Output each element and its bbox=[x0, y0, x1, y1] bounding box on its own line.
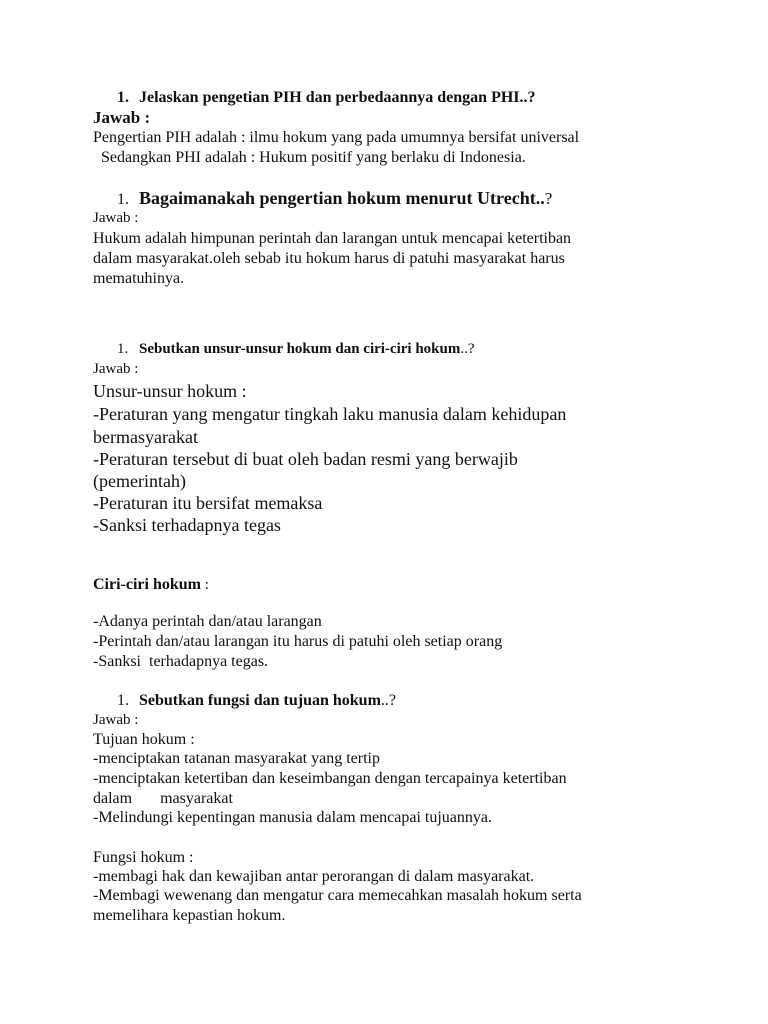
unsur-line: Unsur-unsur hokum : bbox=[93, 381, 247, 401]
answer-line: Sedangkan PHI adalah : Hukum positif yang berlaku di Indonesia. bbox=[93, 149, 526, 166]
unsur-line: -Peraturan tersebut di buat oleh badan resmi yang berwajib bbox=[93, 449, 518, 469]
question-text: Jelaskan pengetian PIH dan perbedaannya dengan PHI..? bbox=[139, 89, 536, 106]
fungsi-line: Fungsi hokum : bbox=[93, 849, 194, 866]
question-number: 1. bbox=[117, 89, 129, 106]
answer-line: mematuhinya. bbox=[93, 270, 185, 287]
ciri-item: -Sanksi terhadapnya tegas. bbox=[93, 653, 269, 670]
question-suffix: ..? bbox=[460, 341, 475, 357]
tujuan-line: dalam masyarakat bbox=[93, 790, 233, 807]
jawab-label: Jawab : bbox=[93, 210, 139, 226]
ciri-heading-suffix: : bbox=[201, 577, 209, 593]
question-suffix: ? bbox=[544, 189, 553, 208]
fungsi-line: -membagi hak dan kewajiban antar perorangan di dalam masyarakat. bbox=[93, 868, 535, 885]
unsur-line: bermasyarakat bbox=[93, 427, 198, 447]
unsur-line: -Peraturan yang mengatur tingkah laku manusia dalam kehidupan bbox=[93, 404, 567, 424]
ciri-heading bbox=[93, 575, 209, 595]
fungsi-line: memelihara kepastian hokum. bbox=[93, 907, 286, 924]
tujuan-line: Tujuan hokum : bbox=[93, 731, 195, 748]
ciri-heading-text: Ciri-ciri hokum bbox=[93, 576, 201, 593]
unsur-line: -Peraturan itu bersifat memaksa bbox=[93, 493, 323, 513]
tujuan-line: -menciptakan tatanan masyarakat yang tertip bbox=[93, 750, 380, 767]
question-3 bbox=[117, 340, 475, 359]
question-text: Sebutkan fungsi dan tujuan hokum bbox=[139, 692, 381, 709]
question-number: 1. bbox=[117, 341, 129, 357]
answer-line: dalam masyarakat.oleh sebab itu hokum harus di patuhi masyarakat harus bbox=[93, 250, 565, 267]
tujuan-line: -Melindungi kepentingan manusia dalam mencapai tujuannya. bbox=[93, 809, 492, 826]
unsur-line: (pemerintah) bbox=[93, 471, 186, 491]
jawab-label: Jawab : bbox=[93, 108, 151, 127]
unsur-line: -Sanksi terhadapnya tegas bbox=[93, 515, 281, 535]
jawab-label: Jawab : bbox=[93, 361, 139, 377]
answer-line: Pengertian PIH adalah : ilmu hokum yang pada umumnya bersifat universal bbox=[93, 129, 580, 146]
ciri-item: -Adanya perintah dan/atau larangan bbox=[93, 613, 322, 630]
question-4 bbox=[117, 691, 396, 711]
question-number: 1. bbox=[117, 191, 129, 208]
tujuan-line: -menciptakan ketertiban dan keseimbangan dengan tercapainya ketertiban bbox=[93, 770, 567, 787]
question-text: Sebutkan unsur-unsur hokum dan ciri-ciri hokum bbox=[139, 341, 461, 357]
answer-line: Hukum adalah himpunan perintah dan larangan untuk mencapai ketertiban bbox=[93, 230, 572, 247]
question-number: 1. bbox=[117, 692, 129, 709]
fungsi-line: -Membagi wewenang dan mengatur cara memecahkan masalah hokum serta bbox=[93, 887, 582, 904]
question-2 bbox=[117, 187, 552, 210]
question-suffix: ..? bbox=[380, 692, 396, 709]
question-1 bbox=[117, 88, 536, 108]
question-text: Bagaimanakah pengertian hokum menurut Utrecht.. bbox=[139, 188, 545, 208]
ciri-item: -Perintah dan/atau larangan itu harus di patuhi oleh setiap orang bbox=[93, 633, 503, 650]
jawab-label: Jawab : bbox=[93, 712, 139, 728]
